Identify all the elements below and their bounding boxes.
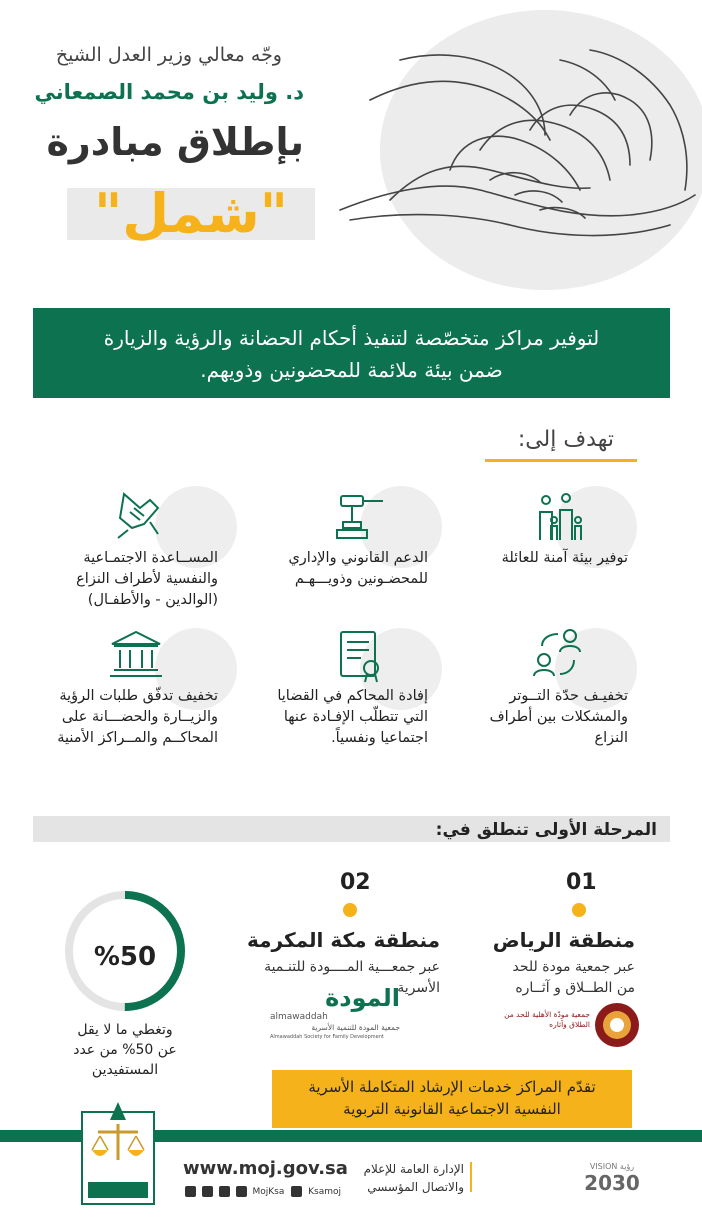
handshake-icon [110, 488, 166, 544]
court-building-icon [108, 628, 164, 684]
handle-ksamoj[interactable]: Ksamoj [308, 1187, 342, 1197]
goal-text-2: الدعم القانوني والإداري للمحضـونين وذويـــهـم [288, 550, 428, 587]
initiative-name: "شمل" [94, 182, 288, 245]
certificate-icon [333, 628, 389, 684]
coverage-text: وتغطي ما لا يقل عن 50% من عدد المستفيدين [73, 1022, 177, 1078]
goal-text-6: تخفيف تدفّق طلبات الرؤية والزيــارة والحضـــانة على المحاكــم والمــراكز الأمنية [57, 688, 218, 746]
moj-logo-icon [78, 1098, 158, 1208]
website-link[interactable]: www.moj.gov.sa [183, 1158, 348, 1179]
vision-2030-logo: VISION رؤية 2030 [584, 1162, 640, 1195]
region-desc: عبر جمعـــية المــــودة للتنـمية الأسرية [264, 959, 440, 996]
region-name: منطقة الرياض [492, 928, 635, 952]
minister-name: د. وليد بن محمد الصمعاني [34, 80, 304, 104]
hands-illustration-icon [330, 20, 702, 260]
region-dot [572, 903, 586, 917]
region-desc: عبر جمعية مودة للحد من الطــلاق و آثــاره [512, 959, 635, 996]
purpose-banner [33, 308, 670, 398]
almawaddah-logo-english: Almawaddah Society for Family Development [270, 1034, 384, 1040]
almawaddah-logo-sub: جمعية المودة للتنمية الأسرية [311, 1023, 400, 1032]
linkedin-icon[interactable] [236, 1186, 247, 1197]
phase-heading: المرحلة الأولى تنطلق في: [435, 820, 657, 840]
goal-text-3: المســاعدة الاجتمـاعية والنفسية لأطراف النزاع (الوالدين - والأطفـال) [76, 550, 218, 608]
banner-line1: لتوفير مراكز متخصّصة لتنفيذ أحكام الحضانة والرؤية والزيارة [103, 326, 600, 350]
goal-text-4: تخفيـف حدّة التــوتر والمشكلات بين أطراف النزاع [489, 688, 628, 746]
almawaddah-logo-arabic: المودة [325, 984, 400, 1012]
region-name: منطقة مكة المكرمة [247, 928, 440, 952]
banner-line2: ضمن بيئة ملائمة للمحضونين وذويهم. [200, 358, 503, 382]
goal-text-1: توفير بيئة آمنة للعائلة [501, 550, 628, 566]
twitter-icon[interactable] [185, 1186, 196, 1197]
coverage-percent: %50 [93, 942, 157, 972]
gavel-icon [333, 490, 389, 546]
media-dept: الإدارة العامة للإعلام والاتصال المؤسسي [363, 1162, 464, 1194]
handle-mojksa[interactable]: MojKsa [252, 1187, 285, 1197]
almawaddah-logo-latin: almawaddah [270, 1012, 328, 1022]
instagram-icon[interactable] [202, 1186, 213, 1197]
region-number: 01 [566, 870, 597, 895]
header-line3: بإطلاق مبادرة [46, 120, 304, 164]
snapchat-icon[interactable] [219, 1186, 230, 1197]
almawaddah-logo [270, 984, 400, 1046]
region-number: 02 [340, 870, 371, 895]
dept-divider [470, 1162, 472, 1192]
goals-underline [485, 459, 637, 462]
mediation-icon [530, 626, 586, 682]
region-dot [343, 903, 357, 917]
family-icon [530, 490, 586, 546]
header-line1: وجّه معالي وزير العدل الشيخ [55, 44, 282, 66]
goal-text-5: إفادة المحاكم في القضايا التي تتطلّب الإفـادة عنها اجتماعيا ونفسياً. [277, 688, 428, 746]
mawaddah-logo-icon [592, 1000, 642, 1050]
goals-heading: تهدف إلى: [517, 427, 614, 452]
partner-riyadh: جمعية مودّة الأهلية للحد من الطلاق وآثاره [504, 1010, 590, 1029]
services-box: تقدّم المراكز خدمات الإرشاد المتكاملة الأسرية النفسية الاجتماعية القانونية التربوية [272, 1070, 632, 1128]
